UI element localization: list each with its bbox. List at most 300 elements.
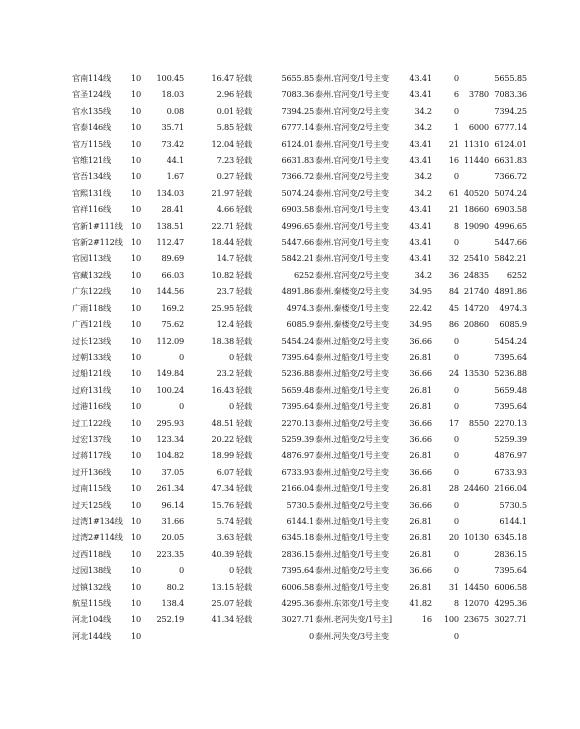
cell-margin: 5730.5 — [286, 499, 314, 510]
cell-load-rate: 6.07 — [216, 466, 234, 477]
cell-margin: 5659.48 — [281, 384, 314, 395]
cell-substation: 泰州.官河变/2号主变 — [315, 105, 389, 116]
cell-load-rate: 0 — [228, 565, 234, 576]
cell-line-name: 过朝133线 — [72, 351, 111, 362]
cell-line-name: 过长123线 — [72, 335, 111, 346]
cell-load-rate: 0 — [228, 351, 234, 362]
cell-user-count: 1 — [453, 122, 459, 133]
cell-load-rate: 22.71 — [211, 220, 234, 231]
cell-current: 138.51 — [156, 220, 184, 231]
cell-margin: 6733.93 — [281, 466, 314, 477]
cell-load-status: 轻载 — [236, 319, 252, 330]
cell-user-count: 0 — [453, 351, 459, 362]
table-row — [72, 513, 527, 529]
cell-margin: 6124.01 — [281, 138, 314, 149]
cell-load-status: 轻载 — [236, 515, 252, 526]
table-row — [72, 283, 527, 299]
cell-user-count: 0 — [453, 565, 459, 576]
cell-user-count: 36 — [448, 269, 459, 280]
cell-user-count: 6 — [453, 89, 459, 100]
cell-line-name: 航星115线 — [72, 598, 111, 608]
cell-voltage: 10 — [131, 138, 142, 149]
cell-current: 138.4 — [161, 598, 184, 608]
cell-load-status: 轻载 — [236, 450, 252, 461]
cell-line-name: 过开136线 — [72, 466, 111, 477]
cell-substation: 泰州.过船变/1号主变 — [315, 515, 389, 526]
table-row — [72, 300, 527, 316]
cell-current: 144.56 — [156, 286, 184, 297]
cell-transformer-rate: 41.82 — [409, 598, 432, 608]
cell-line-name: 广东122线 — [72, 286, 111, 297]
cell-substation: 泰州.河失变/3号主变 — [315, 630, 389, 641]
table-row — [72, 464, 527, 480]
cell-substation: 泰州.官河变/1号主变 — [315, 204, 389, 215]
cell-user-count: 0 — [453, 548, 459, 559]
cell-margin: 5655.85 — [281, 73, 314, 83]
cell-load-status: 轻载 — [236, 89, 252, 100]
cell-transformer-rate: 26.81 — [409, 532, 432, 543]
cell-margin: 6144.1 — [286, 515, 314, 526]
cell-line-name: 过港116线 — [72, 401, 111, 412]
cell-margin: 7395.64 — [281, 401, 314, 412]
cell-line-name: 官维121线 — [72, 155, 111, 166]
cell-substation: 泰州.过船变/1号主变 — [315, 384, 389, 395]
cell-transformer-rate: 26.81 — [409, 401, 432, 412]
cell-voltage: 10 — [131, 532, 142, 543]
cell-load-rate — [184, 628, 234, 644]
cell-transformer-rate: 34.2 — [414, 105, 432, 116]
table-row — [72, 415, 527, 431]
cell-user-count: 84 — [448, 286, 459, 297]
cell-substation: 泰州.过船变/1号主变 — [315, 581, 389, 592]
cell-voltage: 10 — [131, 319, 142, 330]
cell-remaining: 6006.58 — [494, 581, 527, 592]
cell-line-name: 官藏132线 — [72, 269, 111, 280]
cell-voltage: 10 — [131, 614, 142, 625]
cell-user-count: 61 — [448, 187, 459, 198]
cell-capacity — [459, 168, 489, 184]
table-row — [72, 398, 527, 414]
cell-current: 261.34 — [156, 483, 184, 494]
cell-voltage: 10 — [131, 417, 142, 428]
cell-voltage: 10 — [131, 204, 142, 215]
cell-remaining: 5454.24 — [494, 335, 527, 346]
cell-current: 149.84 — [156, 368, 184, 379]
cell-transformer-rate: 43.41 — [409, 253, 432, 264]
table-row — [72, 382, 527, 398]
cell-capacity — [459, 382, 489, 398]
cell-voltage: 10 — [131, 433, 142, 444]
cell-user-count: 32 — [448, 253, 459, 264]
cell-line-name: 过府131线 — [72, 384, 111, 395]
cell-remaining: 5842.21 — [494, 253, 527, 264]
cell-load-status: 轻载 — [236, 368, 252, 379]
cell-capacity — [459, 513, 489, 529]
cell-substation: 泰州.官河变/2号主变 — [315, 187, 389, 198]
cell-capacity — [459, 398, 489, 414]
cell-substation: 泰州.官河变/1号主变 — [315, 73, 389, 83]
table-row — [72, 234, 527, 250]
cell-load-status: 轻载 — [236, 499, 252, 510]
cell-capacity: 14720 — [463, 302, 489, 313]
cell-remaining: 4891.86 — [494, 286, 527, 297]
table-row — [72, 529, 527, 545]
cell-voltage: 10 — [131, 253, 142, 264]
cell-line-name: 官新1#111线 — [72, 220, 123, 231]
cell-load-status: 轻载 — [236, 302, 252, 313]
cell-voltage: 10 — [131, 483, 142, 494]
cell-user-count: 21 — [448, 204, 459, 215]
cell-current: 169.2 — [161, 302, 184, 313]
cell-margin: 6631.83 — [281, 155, 314, 166]
cell-transformer-rate: 34.2 — [414, 122, 432, 133]
cell-transformer-rate: 26.81 — [409, 548, 432, 559]
cell-substation: 泰州.老河失变/1号主] — [315, 614, 392, 625]
cell-remaining: 6124.01 — [494, 138, 527, 149]
cell-line-name: 过工122线 — [72, 417, 111, 428]
cell-load-status: 轻载 — [236, 155, 252, 166]
cell-capacity: 20860 — [463, 319, 489, 330]
cell-remaining: 2270.13 — [494, 417, 527, 428]
cell-user-count: 28 — [448, 483, 459, 494]
table-row — [72, 497, 527, 513]
cell-voltage: 10 — [131, 630, 142, 641]
cell-capacity: 11440 — [463, 155, 489, 166]
cell-voltage: 10 — [131, 155, 142, 166]
cell-capacity: 19090 — [463, 220, 489, 231]
cell-capacity — [459, 349, 489, 365]
cell-remaining: 6252 — [506, 269, 527, 280]
cell-load-status: 轻载 — [236, 532, 252, 543]
cell-user-count: 16 — [448, 155, 459, 166]
cell-load-rate: 48.51 — [211, 417, 234, 428]
cell-capacity — [459, 447, 489, 463]
cell-capacity: 14450 — [463, 581, 489, 592]
cell-substation: 泰州.秦楼变/2号主变 — [315, 286, 389, 297]
cell-transformer-rate: 43.41 — [409, 138, 432, 149]
cell-remaining: 6733.93 — [494, 466, 527, 477]
cell-load-rate: 5.74 — [216, 515, 234, 526]
cell-load-status: 轻载 — [236, 138, 252, 149]
cell-margin: 6345.18 — [281, 532, 314, 543]
table-row — [72, 365, 527, 381]
cell-margin: 2166.04 — [281, 483, 314, 494]
cell-current: 28.41 — [161, 204, 184, 215]
table-row — [72, 628, 527, 644]
cell-load-status: 轻载 — [236, 401, 252, 412]
cell-load-status: 轻载 — [236, 466, 252, 477]
cell-capacity — [459, 70, 489, 86]
table-row — [72, 201, 527, 217]
cell-user-count: 0 — [453, 401, 459, 412]
cell-substation: 泰州.过船变/2号主变 — [315, 433, 389, 444]
cell-transformer-rate: 36.66 — [409, 499, 432, 510]
cell-substation: 泰州.过船变/2号主变 — [315, 499, 389, 510]
cell-voltage: 10 — [131, 73, 142, 83]
cell-remaining: 7366.72 — [494, 171, 527, 182]
cell-substation: 泰州.过船变/1号主变 — [315, 351, 389, 362]
cell-line-name: 过镇132线 — [72, 581, 111, 592]
cell-load-status: 轻载 — [236, 105, 252, 116]
cell-remaining: 5259.39 — [494, 433, 527, 444]
cell-current: 134.03 — [156, 187, 184, 198]
cell-line-name: 过船121线 — [72, 368, 111, 379]
cell-substation: 泰州.官河变/1号主变 — [315, 220, 389, 231]
cell-remaining: 2836.15 — [494, 548, 527, 559]
cell-capacity: 13530 — [463, 368, 489, 379]
cell-line-name: 官万115线 — [72, 138, 111, 149]
cell-current: 73.42 — [161, 138, 184, 149]
cell-capacity — [459, 562, 489, 578]
cell-load-status: 轻载 — [236, 171, 252, 182]
cell-current: 112.47 — [156, 237, 184, 248]
cell-transformer-rate: 36.66 — [409, 433, 432, 444]
cell-voltage: 10 — [131, 565, 142, 576]
table-row — [72, 168, 527, 184]
cell-capacity: 3780 — [468, 89, 489, 100]
cell-line-name: 河北104线 — [72, 614, 111, 625]
cell-substation: 泰州.官河变/2号主变 — [315, 269, 389, 280]
cell-capacity: 24460 — [463, 483, 489, 494]
cell-line-name: 过宏137线 — [72, 433, 111, 444]
cell-voltage: 10 — [131, 302, 142, 313]
table-row — [72, 579, 527, 595]
cell-substation: 泰州.过船变/1号主变 — [315, 483, 389, 494]
cell-transformer-rate: 36.66 — [409, 335, 432, 346]
cell-capacity: 25410 — [463, 253, 489, 264]
cell-transformer-rate: 26.81 — [409, 515, 432, 526]
cell-remaining: 2166.04 — [494, 483, 527, 494]
table-row — [72, 185, 527, 201]
cell-current: 223.35 — [156, 548, 184, 559]
cell-voltage: 10 — [131, 384, 142, 395]
cell-load-status: 轻载 — [236, 73, 252, 83]
cell-remaining: 5074.24 — [494, 187, 527, 198]
cell-transformer-rate: 34.2 — [414, 269, 432, 280]
cell-load-rate: 0 — [228, 401, 234, 412]
table-row — [72, 70, 527, 86]
cell-transformer-rate: 26.81 — [409, 450, 432, 461]
cell-load-rate: 12.4 — [216, 319, 234, 330]
cell-capacity — [459, 431, 489, 447]
cell-load-status: 轻载 — [236, 565, 252, 576]
cell-current: 252.19 — [156, 614, 184, 625]
cell-user-count: 8 — [453, 598, 459, 608]
cell-margin: 5447.66 — [281, 237, 314, 248]
cell-transformer-rate: 26.81 — [409, 384, 432, 395]
cell-substation: 泰州.过船变/1号主变 — [315, 450, 389, 461]
cell-user-count: 20 — [448, 532, 459, 543]
cell-capacity — [459, 546, 489, 562]
cell-load-status: 轻载 — [236, 483, 252, 494]
cell-user-count: 24 — [448, 368, 459, 379]
cell-substation: 泰州.官河变/1号主变 — [315, 138, 389, 149]
cell-transformer-rate: 43.41 — [409, 237, 432, 248]
cell-voltage: 10 — [131, 269, 142, 280]
cell-transformer-rate: 43.41 — [409, 89, 432, 100]
cell-load-status: 轻载 — [236, 269, 252, 280]
table-row — [72, 447, 527, 463]
cell-load-rate: 23.2 — [216, 368, 234, 379]
cell-load-rate: 23.7 — [216, 286, 234, 297]
cell-transformer-rate: 16 — [421, 614, 432, 625]
cell-transformer-rate: 43.41 — [409, 73, 432, 83]
cell-substation: 泰州.秦楼变/2号主变 — [315, 319, 389, 330]
cell-voltage: 10 — [131, 122, 142, 133]
cell-voltage: 10 — [131, 499, 142, 510]
cell-voltage: 10 — [131, 220, 142, 231]
cell-user-count: 21 — [448, 138, 459, 149]
cell-transformer-rate: 36.66 — [409, 417, 432, 428]
cell-load-status: 轻载 — [236, 253, 252, 264]
cell-current: 31.66 — [161, 515, 184, 526]
cell-line-name: 过天125线 — [72, 499, 111, 510]
cell-transformer-rate: 43.41 — [409, 204, 432, 215]
cell-load-rate: 4.66 — [216, 204, 234, 215]
cell-remaining: 7395.64 — [494, 351, 527, 362]
cell-remaining: 5447.66 — [494, 237, 527, 248]
cell-substation: 泰州.官河变/2号主变 — [315, 122, 389, 133]
cell-capacity: 21740 — [463, 286, 489, 297]
cell-load-status: 轻载 — [236, 237, 252, 248]
table-body — [72, 70, 527, 644]
cell-margin: 2836.15 — [281, 548, 314, 559]
cell-substation: 泰州.过船变/1号主变 — [315, 548, 389, 559]
cell-current: 112.09 — [156, 335, 184, 346]
table-row — [72, 119, 527, 135]
cell-remaining: 7395.64 — [494, 401, 527, 412]
table-row — [72, 152, 527, 168]
cell-remaining: 5730.5 — [499, 499, 527, 510]
cell-substation: 泰州.官河变/2号主变 — [315, 171, 389, 182]
cell-load-rate: 0.01 — [216, 105, 234, 116]
cell-line-name: 官祥116线 — [72, 204, 111, 215]
cell-load-status: 轻载 — [236, 417, 252, 428]
cell-load-rate: 25.95 — [211, 302, 234, 313]
cell-user-count: 8 — [453, 220, 459, 231]
cell-remaining — [489, 628, 527, 644]
cell-current: 0 — [178, 401, 184, 412]
cell-line-name: 广雨118线 — [72, 302, 111, 313]
cell-margin: 4876.97 — [281, 450, 314, 461]
cell-voltage: 10 — [131, 171, 142, 182]
cell-substation: 泰州.过船变/1号主变 — [315, 401, 389, 412]
cell-transformer-rate: 34.95 — [409, 286, 432, 297]
cell-line-name: 官新2#112线 — [72, 237, 123, 248]
cell-load-rate: 40.39 — [211, 548, 234, 559]
cell-remaining: 7395.64 — [494, 565, 527, 576]
cell-voltage: 10 — [131, 351, 142, 362]
cell-load-status: 轻载 — [236, 433, 252, 444]
cell-user-count: 0 — [453, 237, 459, 248]
cell-margin: 5236.88 — [281, 368, 314, 379]
cell-remaining: 4996.65 — [494, 220, 527, 231]
cell-transformer-rate: 34.95 — [409, 319, 432, 330]
cell-load-rate: 18.99 — [211, 450, 234, 461]
table-row — [72, 86, 527, 102]
cell-remaining: 4974.3 — [499, 302, 527, 313]
cell-load-rate: 12.04 — [211, 138, 234, 149]
cell-load-status: 轻载 — [236, 204, 252, 215]
cell-load-rate: 20.22 — [211, 433, 234, 444]
cell-remaining: 3027.71 — [494, 614, 527, 625]
cell-user-count: 0 — [453, 515, 459, 526]
cell-current: 100.45 — [156, 73, 184, 83]
cell-user-count: 0 — [453, 73, 459, 83]
cell-transformer-rate: 36.66 — [409, 368, 432, 379]
cell-remaining: 4295.36 — [494, 598, 527, 608]
cell-transformer-rate: 26.81 — [409, 351, 432, 362]
cell-remaining: 6903.58 — [494, 204, 527, 215]
cell-load-status: 轻载 — [236, 614, 252, 625]
cell-margin: 7395.64 — [281, 565, 314, 576]
cell-current: 18.03 — [161, 89, 184, 100]
cell-voltage: 10 — [131, 286, 142, 297]
cell-substation: 泰州.官河变/1号主变 — [315, 89, 389, 100]
cell-current: 75.62 — [161, 319, 184, 330]
cell-capacity: 24835 — [463, 269, 489, 280]
cell-margin: 4996.65 — [281, 220, 314, 231]
cell-user-count: 0 — [453, 450, 459, 461]
cell-line-name: 过蒋117线 — [72, 450, 111, 461]
cell-margin: 5842.21 — [281, 253, 314, 264]
cell-capacity: 40520 — [463, 187, 489, 198]
table-row — [72, 316, 527, 332]
table-row — [72, 480, 527, 496]
cell-current: 35.71 — [161, 122, 184, 133]
cell-current: 80.2 — [166, 581, 184, 592]
cell-user-count: 0 — [453, 433, 459, 444]
cell-margin: 6252 — [293, 269, 314, 280]
cell-capacity: 18660 — [463, 204, 489, 215]
table-row — [72, 136, 527, 152]
cell-load-status — [234, 628, 266, 644]
cell-current: 0 — [178, 565, 184, 576]
line-load-table — [72, 70, 527, 644]
cell-load-rate: 16.43 — [211, 384, 234, 395]
cell-line-name: 官圣124线 — [72, 89, 111, 100]
cell-load-rate: 15.76 — [211, 499, 234, 510]
cell-transformer-rate: 43.41 — [409, 220, 432, 231]
cell-capacity: 11310 — [463, 138, 489, 149]
cell-margin: 2270.13 — [281, 417, 314, 428]
cell-voltage: 10 — [131, 89, 142, 100]
cell-margin: 3027.71 — [281, 614, 314, 625]
cell-line-name: 过园138线 — [72, 565, 111, 576]
cell-user-count: 0 — [453, 630, 459, 641]
cell-current: 20.05 — [161, 532, 184, 543]
cell-transformer-rate: 34.2 — [414, 187, 432, 198]
cell-current: 100.24 — [156, 384, 184, 395]
cell-current: 37.05 — [161, 466, 184, 477]
cell-line-name: 过南115线 — [72, 483, 111, 494]
cell-remaining: 6631.83 — [494, 155, 527, 166]
cell-line-name: 过湾2#114线 — [72, 532, 123, 543]
cell-margin: 7083.36 — [281, 89, 314, 100]
cell-transformer-rate: 34.2 — [414, 171, 432, 182]
cell-margin: 5259.39 — [281, 433, 314, 444]
cell-voltage: 10 — [131, 105, 142, 116]
cell-remaining: 5236.88 — [494, 368, 527, 379]
cell-load-rate: 18.44 — [211, 237, 234, 248]
cell-user-count: 86 — [448, 319, 459, 330]
cell-line-name: 官水135线 — [72, 105, 111, 116]
cell-substation: 泰州.秦楼变/1号主变 — [315, 302, 389, 313]
cell-remaining: 6085.9 — [499, 319, 527, 330]
cell-voltage: 10 — [131, 401, 142, 412]
cell-capacity — [459, 464, 489, 480]
cell-line-name: 官园113线 — [72, 253, 111, 264]
